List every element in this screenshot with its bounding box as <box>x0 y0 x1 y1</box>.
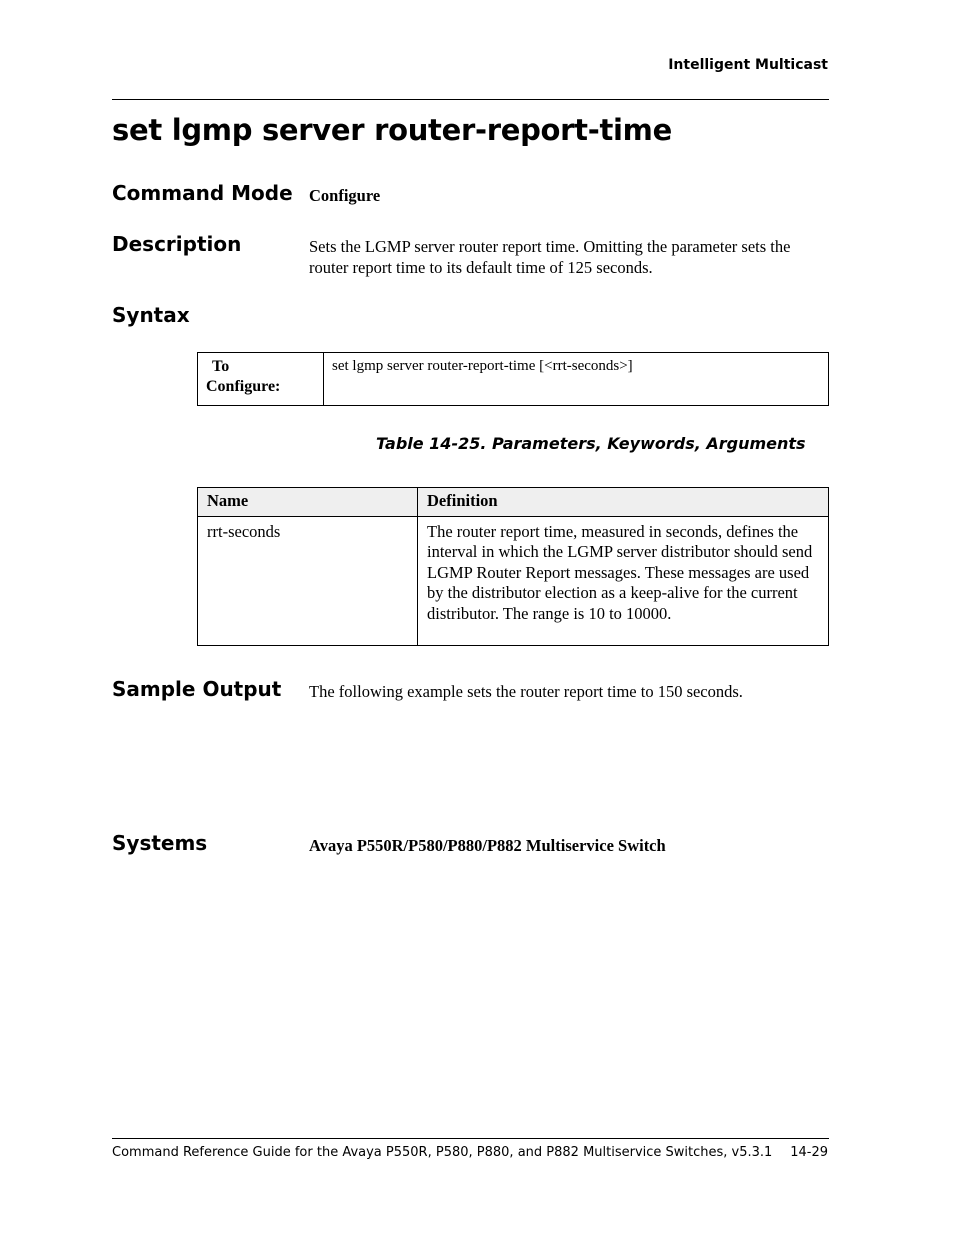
page-title: set lgmp server router-report-time <box>112 113 672 147</box>
footer-text: Command Reference Guide for the Avaya P550R, P580, P880, and P882 Multiservice Switches, v5.3.1 <box>112 1145 773 1160</box>
syntax-heading: Syntax <box>112 303 190 327</box>
description-text: Sets the LGMP server router report time. Omitting the parameter sets the router report time to its default time of 125 seconds. <box>309 237 791 277</box>
description-heading: Description <box>112 232 242 256</box>
sample-output-heading: Sample Output <box>112 677 282 701</box>
table-row <box>198 517 829 646</box>
footer-rule <box>112 1138 829 1139</box>
systems-heading: Systems <box>112 831 208 855</box>
page-number: 14-29 <box>790 1145 828 1160</box>
header-rule <box>112 99 829 100</box>
syntax-table <box>197 352 829 406</box>
running-header: Intelligent Multicast <box>668 57 828 73</box>
syntax-label-cell <box>198 353 324 406</box>
param-definition-cell: The router report time, measured in seconds, defines the interval in which the LGMP server distributor should send LGMP Router Report messages. These messages are used by the distributor election as a keep-alive for the current distributor. The range is 10 to 10000. <box>418 517 829 646</box>
parameters-table <box>197 487 829 646</box>
syntax-label-line2: Configure: <box>206 378 281 395</box>
column-header-definition: Definition <box>418 488 829 517</box>
syntax-command: set lgmp server router-report-time [<rrt-seconds>] <box>324 353 829 406</box>
command-mode-value: Configure <box>309 186 381 205</box>
sample-output-text: The following example sets the router report time to 150 seconds. <box>309 682 743 701</box>
systems-value: Avaya P550R/P580/P880/P882 Multiservice Switch <box>309 836 666 855</box>
table-caption: Table 14-25. Parameters, Keywords, Arguments <box>376 434 806 453</box>
column-header-name: Name <box>198 488 418 517</box>
command-mode-heading: Command Mode <box>112 181 293 205</box>
param-name-cell: rrt-seconds <box>198 517 418 646</box>
table-header-row <box>198 488 829 517</box>
syntax-label-line1: To <box>212 358 230 375</box>
